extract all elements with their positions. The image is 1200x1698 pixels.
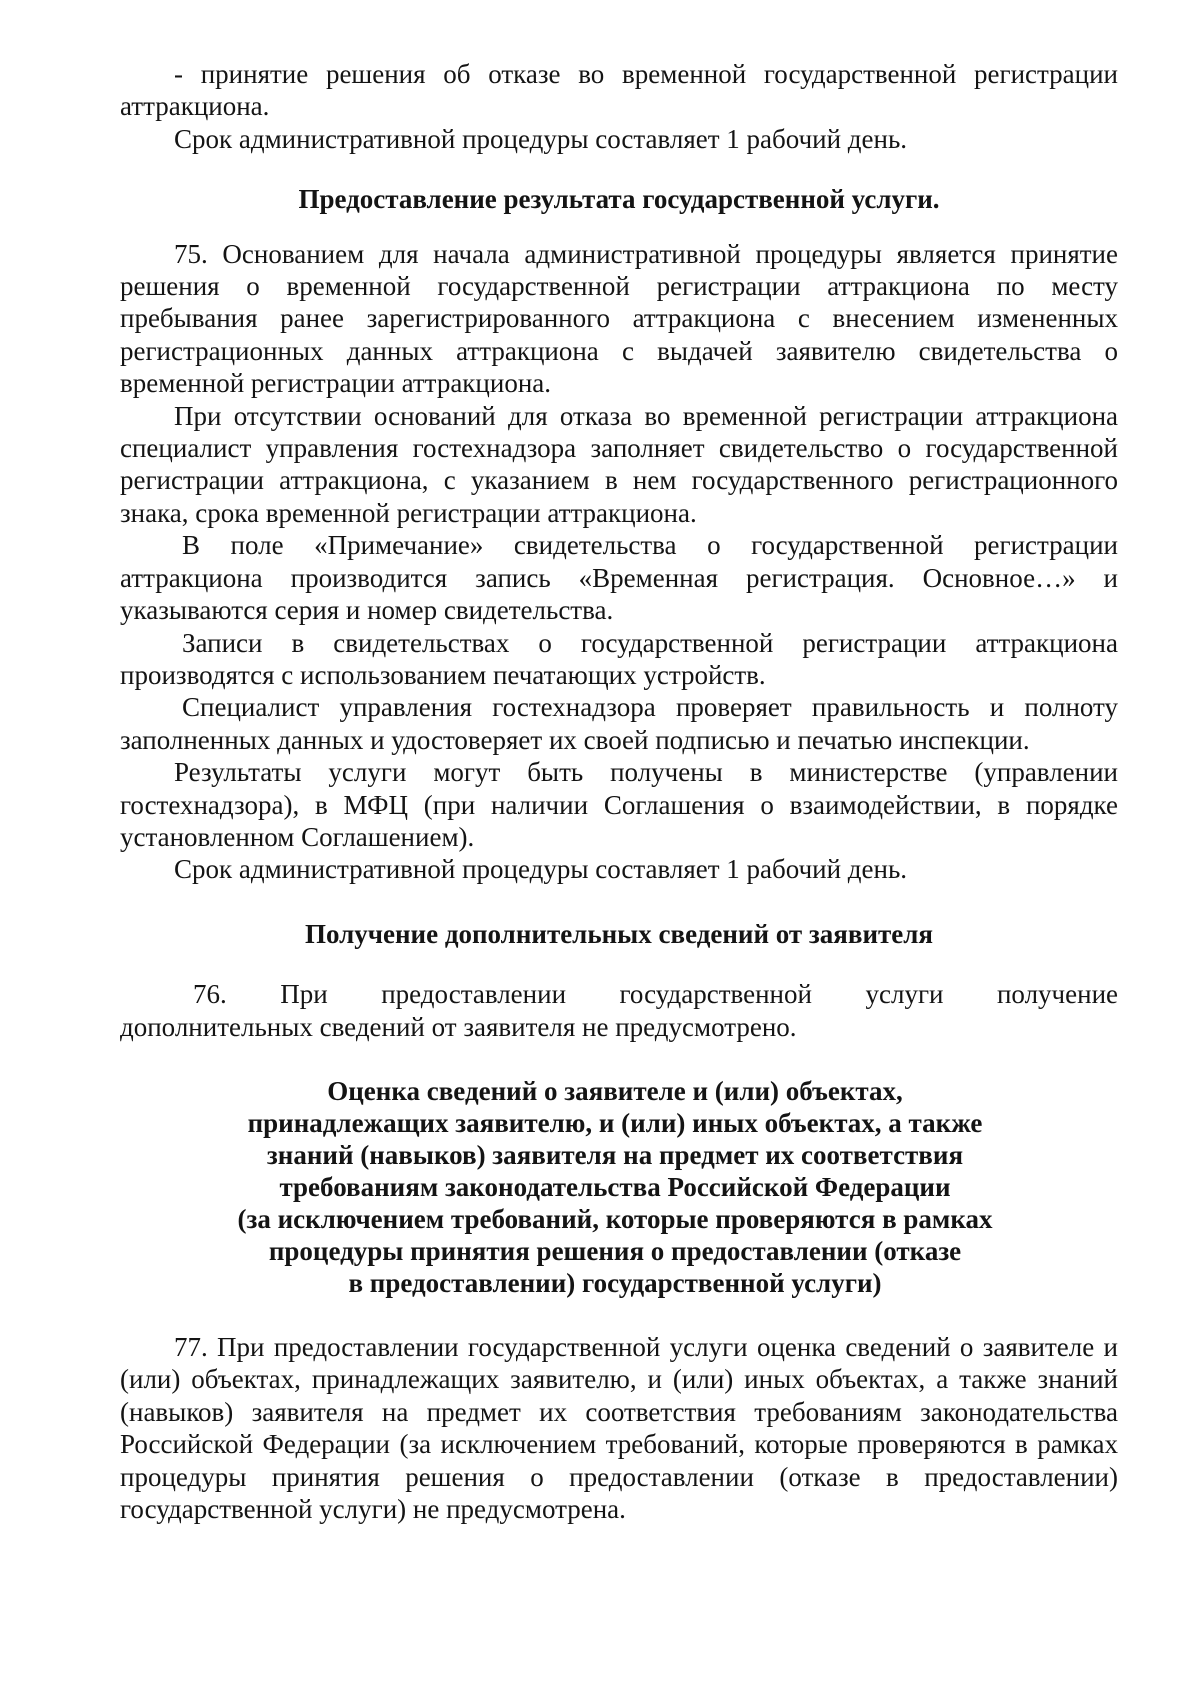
- paragraph-76-word: услуги: [865, 979, 944, 1010]
- section-heading-evaluation: [205, 1075, 1025, 1299]
- paragraph-77: 77. При предоставлении государственной услуги оценка сведений о заявителе и (или) объектах, принадлежащих заявителю, и (или) иных объектах, а также знаний (навыков) заявителя на предмет их соответствия требованиям законодательства Российской Федерации (за исключением требований, которые проверяются в рамках процедуры принятия решения о предоставлении (отказе в предоставлении) государственной услуги) не предусмотрена.: [120, 1331, 1118, 1524]
- paragraph-76-word: предоставлении: [381, 979, 567, 1010]
- paragraph-76-word: 76.: [193, 979, 227, 1010]
- section-heading-evaluation-line: (за исключением требований, которые проверяются в рамках: [237, 1203, 993, 1234]
- paragraph-75: 75. Основанием для начала административной процедуры является принятие решения о временной государственной регистрации аттракциона по месту пребывания ранее зарегистрированного аттракциона с внесением измененных регистрационных данных аттракциона с выдачей заявителю свидетельства о временной регистрации аттракциона.: [120, 238, 1118, 399]
- section-heading-evaluation-line: процедуры принятия решения о предоставлении (отказе: [268, 1235, 962, 1266]
- section-heading-evaluation-line: Оценка сведений о заявителе и (или) объектах,: [327, 1075, 903, 1106]
- paragraph-76-word: государственной: [619, 979, 812, 1010]
- document-page: [120, 58, 1118, 1525]
- section-heading-evaluation-line: в предоставлении) государственной услуги): [348, 1267, 882, 1298]
- paragraph-absence-of-grounds: При отсутствии оснований для отказа во временной регистрации аттракциона специалист управления гостехнадзора заполняет свидетельство о государственной регистрации аттракциона, с указанием в нем государственного регистрационного знака, срока временной регистрации аттракциона.: [120, 400, 1118, 528]
- section-heading-evaluation-line: требованиям законодательства Российской Федерации: [279, 1171, 951, 1202]
- paragraph-76-word: получение: [996, 979, 1118, 1010]
- paragraph-note-field: В поле «Примечание» свидетельства о государственной регистрации аттракциона производится запись «Временная регистрация. Основное…» и указываются серия и номер свидетельства.: [120, 530, 1118, 626]
- paragraph-results-obtained: Результаты услуги могут быть получены в министерстве (управлении гостехнадзора), в МФЦ (при наличии Соглашения о взаимодействии, в порядке установленном Соглашением).: [120, 757, 1118, 852]
- section-heading-evaluation-line: знаний (навыков) заявителя на предмет их соответствия: [266, 1139, 964, 1170]
- paragraph-76-word: При: [280, 979, 328, 1010]
- intro-paragraph-refusal-decision: - принятие решения об отказе во временной государственной регистрации аттракциона.: [120, 59, 1118, 122]
- paragraph-76-first-line: [120, 978, 1118, 1010]
- intro-paragraph-term: Срок административной процедуры составляет 1 рабочий день.: [174, 123, 908, 154]
- paragraph-76-rest: дополнительных сведений от заявителя не предусмотрено.: [120, 1011, 797, 1042]
- paragraph-term-result: Срок административной процедуры составляет 1 рабочий день.: [174, 854, 908, 885]
- section-heading-evaluation-line: принадлежащих заявителю, и (или) иных объектах, а также: [247, 1107, 983, 1138]
- section-heading-additional-info: Получение дополнительных сведений от заявителя: [304, 918, 934, 949]
- paragraph-records: Записи в свидетельствах о государственной регистрации аттракциона производятся с использованием печатающих устройств.: [120, 627, 1118, 690]
- section-heading-result: Предоставление результата государственной услуги.: [298, 184, 940, 215]
- paragraph-specialist-check: Специалист управления гостехнадзора проверяет правильность и полноту заполненных данных и удостоверяет их своей подписью и печатью инспекции.: [120, 692, 1118, 755]
